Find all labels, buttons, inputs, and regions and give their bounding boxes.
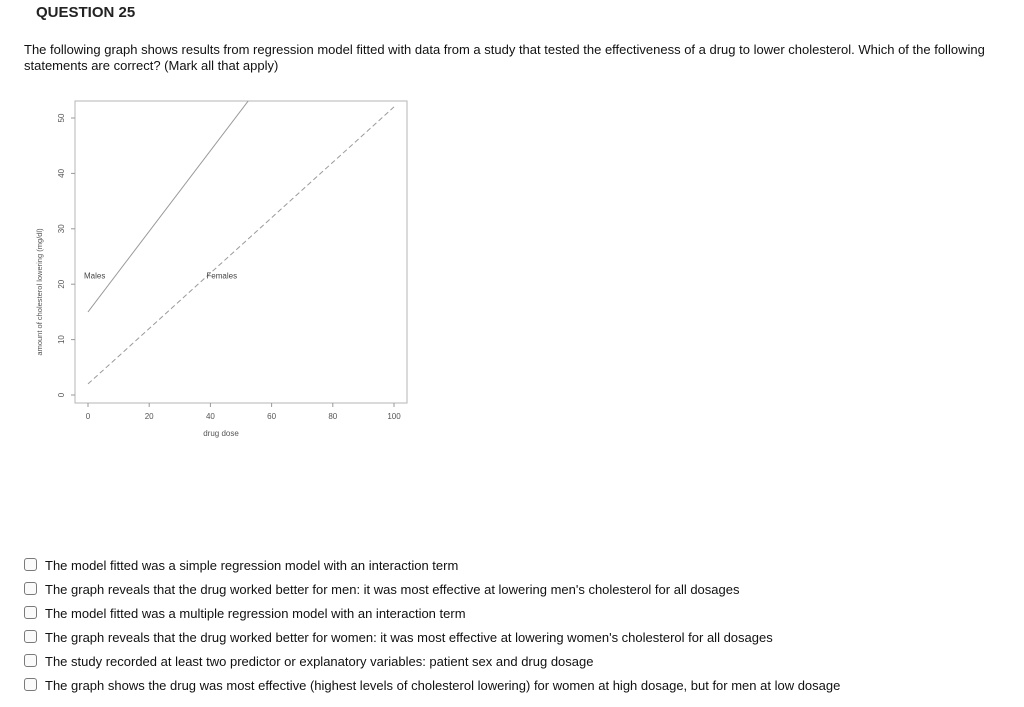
plot-frame (75, 101, 407, 403)
question-title: QUESTION 25 (36, 4, 136, 21)
y-tick-label-0: 0 (57, 392, 66, 398)
y-axis-label: amount of cholesterol lowering (mg/dl) (35, 228, 44, 356)
y-tick-label-50: 50 (57, 113, 66, 123)
choice-4-label: The graph reveals that the drug worked better for women: it was most effective at lowering women's cholesterol for all dosages (45, 629, 773, 645)
choice-3-label: The model fitted was a multiple regression model with an interaction term (45, 605, 466, 621)
x-tick-label-100: 100 (387, 412, 401, 421)
checkbox-1[interactable] (24, 558, 37, 571)
choice-6-label: The graph shows the drug was most effective (highest levels of cholesterol lowering) for women at high dosage, but for men at low dosage (45, 677, 841, 693)
checkbox-6[interactable] (24, 678, 37, 691)
x-tick-label-20: 20 (144, 412, 154, 421)
choice-2-label: The graph reveals that the drug worked better for men: it was most effective at lowering men's cholesterol for all dosages (45, 581, 740, 597)
checkbox-4[interactable] (24, 630, 37, 643)
annotation-females: Females (206, 271, 238, 281)
choice-5[interactable] (24, 649, 1004, 673)
choice-4[interactable] (24, 625, 1004, 649)
choice-3[interactable] (24, 601, 1004, 625)
x-tick-label-80: 80 (328, 412, 338, 421)
x-tick-label-40: 40 (205, 412, 215, 421)
x-tick-label-60: 60 (267, 412, 277, 421)
x-tick-label-0: 0 (85, 412, 91, 421)
choice-1-label: The model fitted was a simple regression model with an interaction term (45, 557, 459, 573)
choice-6[interactable] (24, 673, 1004, 697)
checkbox-2[interactable] (24, 582, 37, 595)
choice-2[interactable] (24, 577, 1004, 601)
choice-1[interactable] (24, 553, 1004, 577)
y-tick-label-10: 10 (57, 335, 66, 345)
y-tick-label-20: 20 (57, 279, 66, 289)
checkbox-5[interactable] (24, 654, 37, 667)
series-group (88, 95, 394, 384)
x-axis-label: drug dose (203, 429, 239, 438)
series-line-females (88, 107, 394, 384)
checkbox-3[interactable] (24, 606, 37, 619)
question-text: The following graph shows results from regression model fitted with data from a study that tested the effectiveness of a drug to lower cholesterol. Which of the following statements are correct? (Mark all that apply) (24, 42, 985, 73)
regression-chart (30, 95, 430, 455)
annotation-males: Males (84, 271, 106, 281)
choice-5-label: The study recorded at least two predictor or explanatory variables: patient sex and drug dosage (45, 653, 594, 669)
answer-choices (24, 553, 1004, 697)
y-tick-label-40: 40 (57, 168, 66, 178)
y-tick-label-30: 30 (57, 224, 66, 234)
